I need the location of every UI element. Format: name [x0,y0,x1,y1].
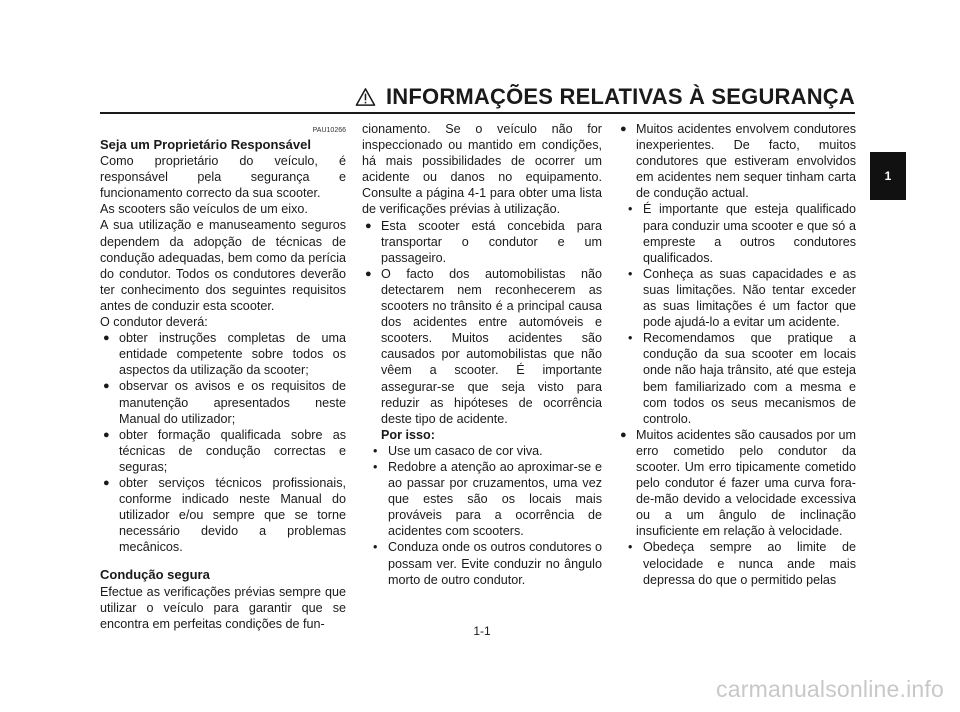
text-column-3 [617,121,856,588]
small-bullet-icon: • [373,459,378,474]
paragraph: As scooters são veículos de um eixo. [100,202,308,217]
paragraph: O condutor deverá: [100,315,208,330]
bullet-item: ● obter serviços técnicos profissionais, conforme indicado neste Manual do utilizador e/ou sempre que se torne necessário devido a problemas mecânicos. [103,475,346,555]
bullet-dot-icon: ● [103,476,110,489]
watermark: carmanualsonline.info [716,676,944,702]
sub-bullet-item: • Use um casaco de cor viva. [373,443,543,458]
bullet-item: ● Esta scooter está concebida para transportar o condutor e um passageiro. [365,218,602,265]
header-rule [100,112,855,114]
section-heading: Seja um Proprietário Responsável [100,137,311,152]
chapter-tab: 1 [870,152,906,200]
small-bullet-icon: • [373,443,378,458]
doc-code: PAU10266 [312,127,346,134]
sub-bullet-item: • Redobre a atenção ao aproximar-se e ao passar por cruzamentos, uma vez que estes são os locais mais prováveis para a ocorrência de acidentes com scooters. [373,459,602,539]
sub-bullet-item: • Recomendamos que pratique a condução da sua scooter em locais onde não haja trânsito, até que esteja bem familiarizado com a mesma e com todos os seus mecanismos de controlo. [628,331,856,426]
section-heading: Condução segura [100,567,210,583]
small-bullet-icon: • [628,202,633,217]
small-bullet-icon: • [628,331,633,346]
bullet-item: ● Muitos acidentes são causados por um erro cometido pelo condutor da scooter. Um erro tipicamente cometido pelo condutor é fazer uma curva fora-de-mão devido a velocidade excessiva ou a um ângulo de inclinação insuficiente em relação à velocidade. [620,427,856,539]
bullet-item: ● Muitos acidentes envolvem condutores inexperientes. De facto, muitos condutores que estiveram envolvidos em acidentes nem sequer tinham carta de condução actual. [620,122,856,201]
text-column-1 [100,137,346,632]
sub-bullet-item: • É importante que esteja qualificado para conduzir uma scooter e que só a empreste a outros condutores qualificados. [628,202,856,265]
page-header [355,84,855,110]
bullet-dot-icon: ● [103,332,110,345]
small-bullet-icon: • [628,266,633,281]
paragraph: A sua utilização e manuseamento seguros dependem da adopção de técnicas de condução adequadas, bem como da perícia do condutor. Todos os condutores deverão ter conhecimento dos seguintes requisitos antes de conduzir esta scooter. [100,218,346,313]
text-column-2 [362,121,602,588]
bullet-item: ● obter formação qualificada sobre as técnicas de condução correctas e seguras; [103,427,346,474]
bullet-dot-icon: ● [103,428,110,441]
bullet-dot-icon: ● [620,123,627,135]
paragraph: Efectue as verificações prévias sempre que utilizar o veículo para garantir que se encontra em perfeitas condições de fun- [100,584,346,631]
bullet-dot-icon: ● [365,267,372,280]
label-therefore: Por isso: [381,427,435,442]
sub-bullet-item: • Conheça as suas capacidades e as suas limitações. Não tentar exceder as suas limitações é um factor que pode ajudá-lo a evitar um acidente. [628,266,856,330]
small-bullet-icon: • [373,540,378,555]
warning-triangle-icon [355,87,376,107]
page-title: INFORMAÇÕES RELATIVAS À SEGURANÇA [385,84,855,109]
paragraph: cionamento. Se o veículo não for inspeccionado ou mantido em condições, há mais possibilidades de ocorrer um acidente ou danos no equipamento. Consulte a página 4-1 para obter uma lista de verificações prévias à utilização. [362,122,602,217]
bullet-dot-icon: ● [620,428,627,441]
bullet-item: ● obter instruções completas de uma entidade competente sobre todos os aspectos da utilização da scooter; [103,331,346,378]
bullet-dot-icon: ● [103,380,110,393]
paragraph: Como proprietário do veículo, é responsável pela segurança e funcionamento correcto da sua scooter. [100,154,346,201]
small-bullet-icon: • [628,540,633,555]
sub-bullet-item: • Conduza onde os outros condutores o possam ver. Evite conduzir no ângulo morto de outro condutor. [373,540,602,587]
sub-bullet-item: • Obedeça sempre ao limite de velocidade e nunca ande mais depressa do que o permitido pelas [628,540,856,587]
page-number: 1-1 [473,624,491,638]
bullet-item: ● O facto dos automobilistas não detectarem nem reconhecerem as scooters no trânsito é a principal causa dos acidentes entre automóveis e scooters. Muitos acidentes são causados por automobilistas que não vêem a scooter. É importante assegurar-se que seja visto para reduzir as hipóteses de ocorrência deste tipo de acidente. [365,266,602,426]
bullet-item: ● observar os avisos e os requisitos de manutenção apresentados neste Manual do utilizador; [103,379,346,426]
bullet-dot-icon: ● [365,219,372,232]
